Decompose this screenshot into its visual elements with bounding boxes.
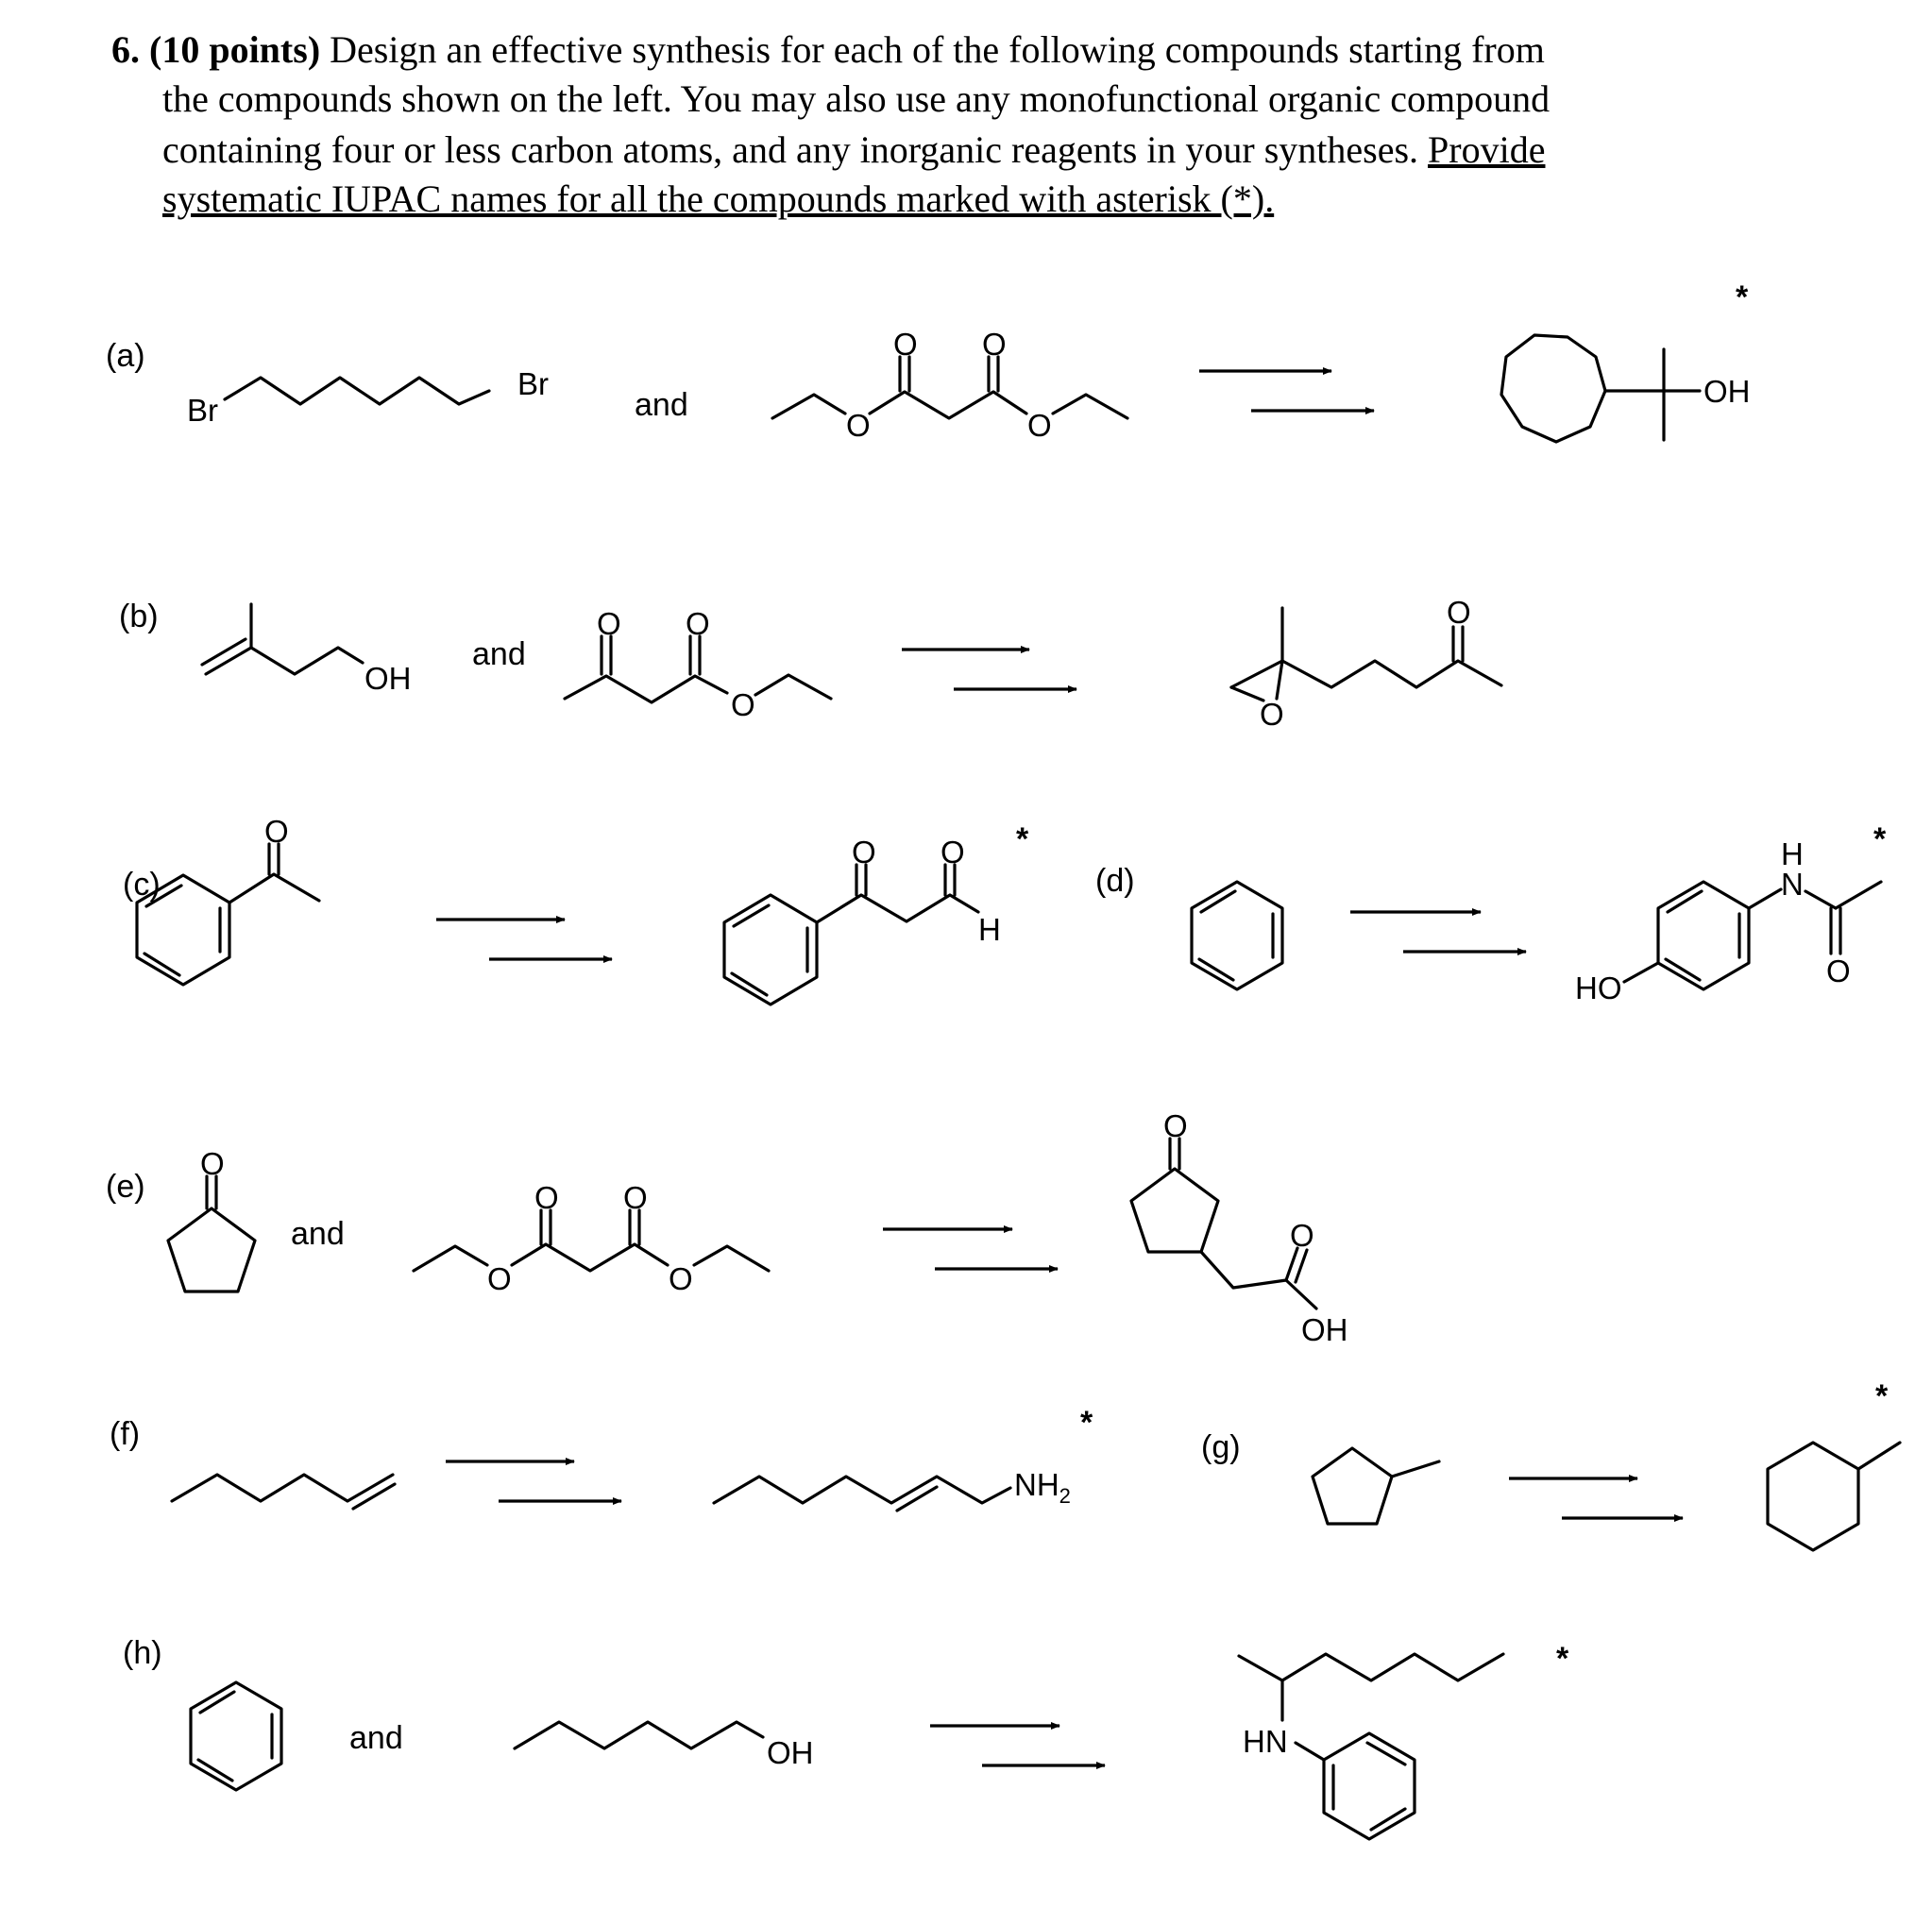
part-e [106,1108,1348,1347]
cycloheptyl-propanol-structure [1501,279,1751,442]
asterisk-marker: * [1736,279,1749,315]
part-d [1095,821,1887,1005]
svg-text:O: O [731,687,755,722]
svg-text:H: H [1781,836,1804,871]
part-h-label: (h) [123,1635,162,1671]
benzene-structure [191,1682,281,1790]
svg-text:NH2: $NH_2$ [1014,1467,1071,1508]
svg-text:Br: Br [187,393,218,428]
svg-text:Br: Br [517,366,549,401]
part-g [1201,1378,1900,1550]
part-c-label: (c) [123,867,161,903]
svg-text:O: O [1163,1108,1188,1143]
svg-text:O: O [941,835,965,870]
reaction-arrows [436,920,612,959]
and-text: and [349,1720,403,1756]
part-g-label: (g) [1201,1429,1241,1465]
svg-text:O: O [623,1180,648,1215]
reaction-arrows [1350,912,1526,952]
hexene-structure [172,1475,395,1509]
question-line-2: the compounds shown on the left. You may also use any monofunctional organic compound [162,77,1551,120]
svg-text:OH: OH [1301,1312,1348,1347]
reaction-arrows [1509,1478,1683,1518]
svg-text:O: O [686,606,710,641]
diethyl-malonate-structure [414,1180,769,1296]
part-b-label: (b) [119,599,159,634]
paracetamol-structure [1575,821,1887,1005]
part-f-label: (f) [110,1416,141,1452]
svg-text:O: O [487,1261,512,1296]
svg-text:O: O [1260,697,1284,732]
svg-text:OH: OH [767,1735,814,1770]
reaction-arrows [930,1726,1105,1765]
diethyl-malonate-structure [772,327,1127,443]
ethyl-acetoacetate-structure [565,606,831,722]
part-a [106,279,1751,443]
methylbutenol-structure [202,604,412,696]
benzene-structure [1192,882,1282,989]
cyclopentanone-structure [168,1146,255,1292]
asterisk-marker: * [1873,821,1887,857]
part-e-label: (e) [106,1169,145,1205]
asterisk-marker: * [1016,821,1029,857]
svg-text:O: O [264,814,289,849]
part-c [123,814,1029,1005]
and-text: and [635,387,688,423]
part-d-label: (d) [1095,863,1135,899]
part-f [110,1405,1093,1511]
svg-text:O: O [1447,595,1471,630]
svg-text:O: O [982,327,1007,362]
hexanol-structure [515,1722,814,1770]
svg-text:O: O [597,606,621,641]
question-line-4: systematic IUPAC names for all the compounds marked with asterisk (*). [162,177,1275,220]
question-line-1: 6. (10 points) Design an effective synthesis for each of the following compounds starting from [111,28,1545,71]
svg-text:O: O [1027,408,1052,443]
part-a-label: (a) [106,338,145,374]
part-h [123,1635,1569,1839]
dibromohexane-structure [187,366,549,428]
and-text: and [291,1216,345,1252]
oxo-phenylpropanal-structure [724,821,1029,1005]
asterisk-marker: * [1875,1378,1889,1414]
svg-text:OH: OH [364,661,412,696]
svg-text:O: O [200,1146,225,1181]
svg-text:OH: OH [1703,374,1751,409]
reaction-arrows [446,1461,621,1501]
svg-text:O: O [893,327,918,362]
svg-text:O: O [1826,954,1851,988]
svg-text:O: O [846,408,871,443]
methylcyclopentane-structure [1313,1448,1439,1524]
reaction-arrows [883,1229,1058,1269]
svg-text:H: H [978,912,1001,947]
svg-text:N: N [1781,867,1804,902]
svg-text:O: O [534,1180,559,1215]
part-b [119,595,1501,732]
oxocyclopentyl-acetic-acid-structure [1131,1108,1348,1347]
octenamine-structure [714,1405,1093,1511]
reaction-arrows [902,650,1076,689]
epoxy-ketone-structure [1231,595,1501,732]
svg-text:HO: HO [1575,971,1622,1005]
svg-text:O: O [852,835,876,870]
heptyl-aniline-structure [1239,1641,1569,1839]
asterisk-marker: * [1556,1641,1569,1677]
reaction-arrows [1199,371,1374,411]
and-text: and [472,636,526,672]
svg-text:O: O [669,1261,693,1296]
methylcyclohexane-structure [1768,1378,1900,1550]
question-line-3: containing four or less carbon atoms, and any inorganic reagents in your syntheses. Provide [162,128,1546,171]
svg-text:O: O [1290,1218,1314,1253]
asterisk-marker: * [1080,1405,1093,1441]
acetophenone-structure [137,814,319,985]
svg-text:HN: HN [1243,1724,1288,1759]
question-header [111,28,1550,220]
